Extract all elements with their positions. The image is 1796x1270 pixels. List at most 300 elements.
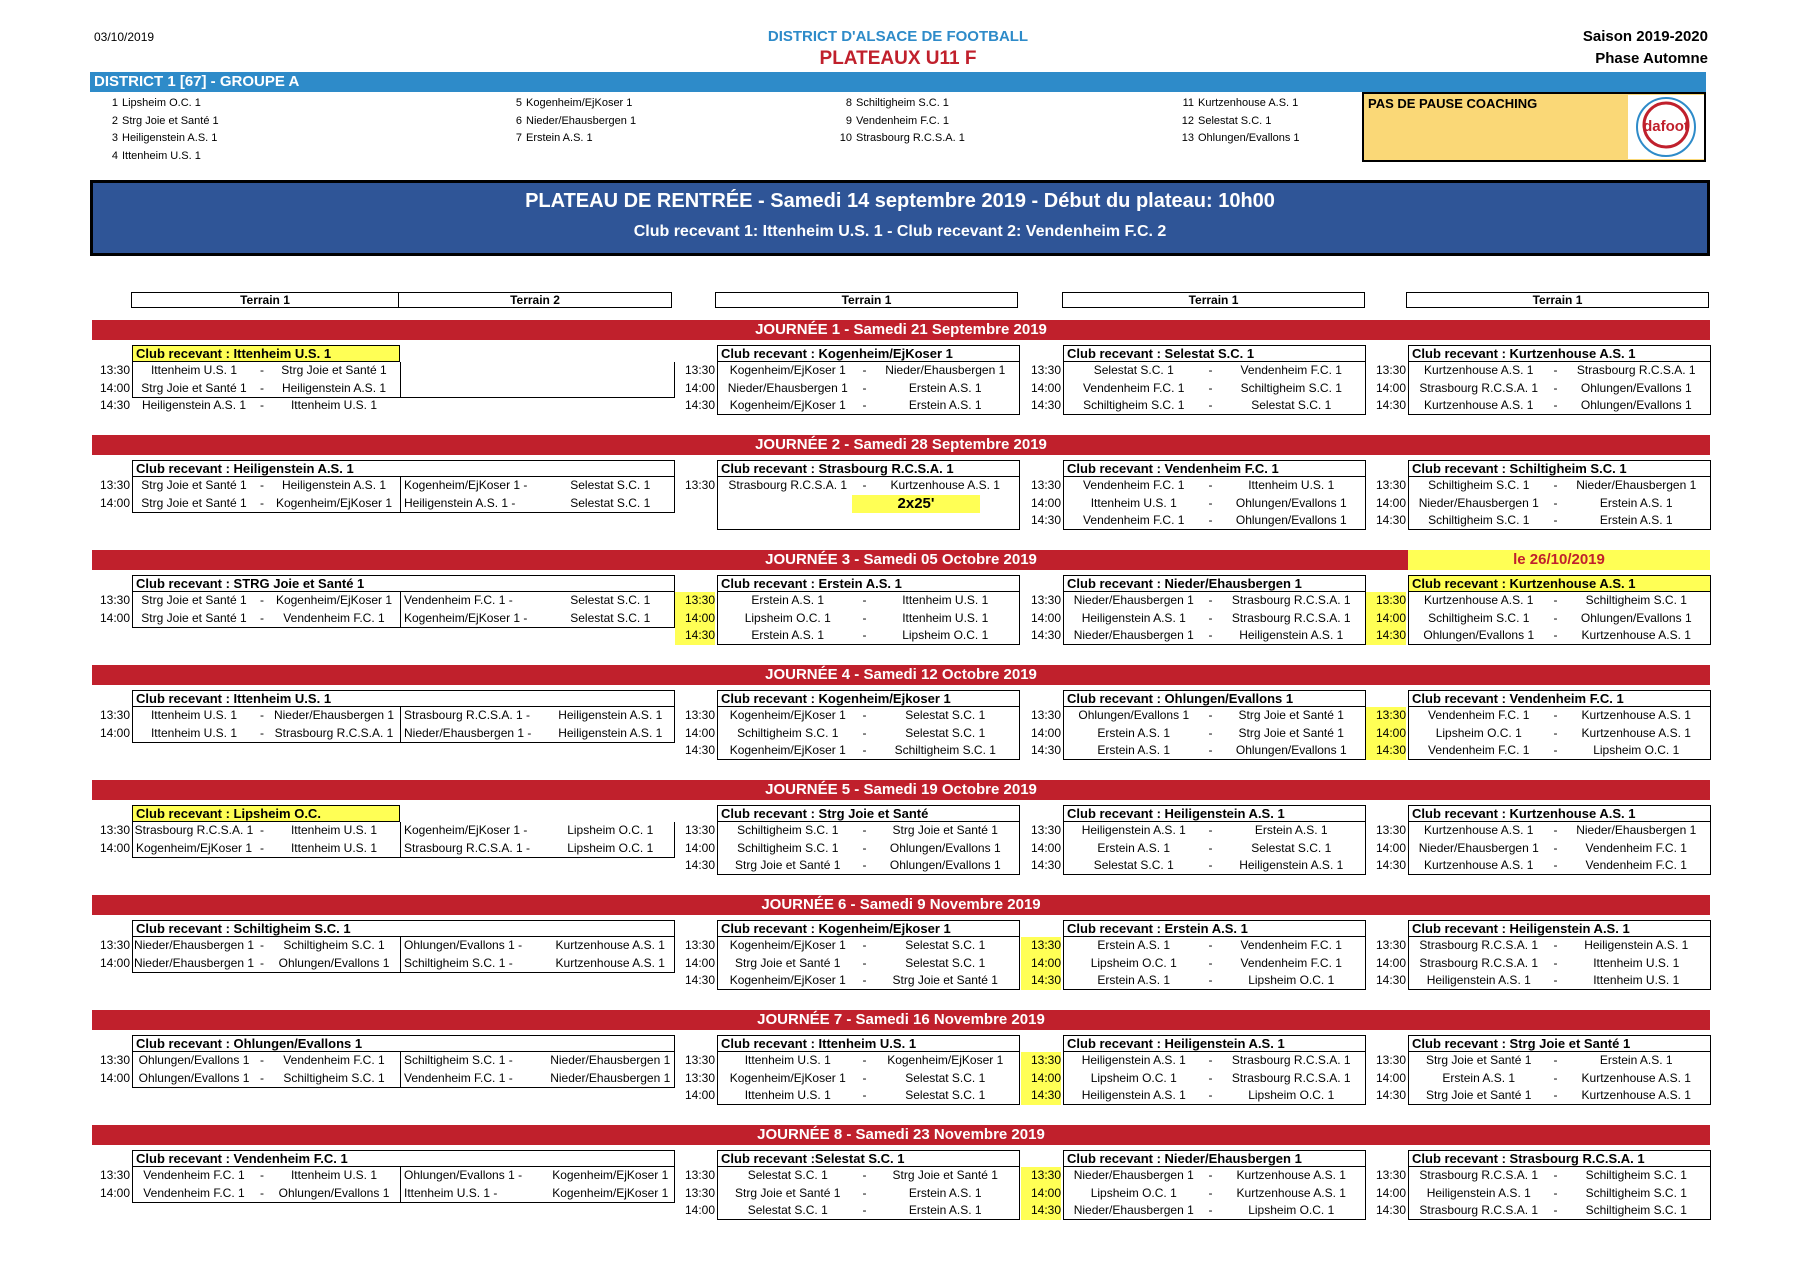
match-row (1408, 822, 1711, 840)
match-row (132, 477, 400, 495)
match-row (132, 1052, 400, 1070)
away-team: Strasbourg R.C.S.A. 1 (1576, 363, 1696, 377)
match-row (132, 1167, 400, 1185)
match-time: 14:30 (1021, 972, 1061, 990)
home-team: Schiltigheim S.C. 1 (737, 840, 839, 855)
club-recevant-header: Club recevant : Schiltigheim S.C. 1 (1408, 460, 1711, 477)
team-entry (1166, 113, 1300, 131)
match-dash: - (260, 495, 264, 510)
away-team: Selestat S.C. 1 (905, 955, 986, 970)
away-team: Kurtzenhouse A.S. 1 (890, 478, 1000, 492)
match-dash: - (862, 858, 867, 872)
home-team: Nieder/Ehausbergen 1 (1073, 1203, 1194, 1217)
away-team: Strasbourg R.C.S.A. 1 (274, 725, 394, 740)
match-row (1408, 1202, 1711, 1220)
match-row (1063, 592, 1366, 610)
match-time: 14:00 (684, 1203, 715, 1217)
home-team: Nieder/Ehausbergen 1 (133, 955, 255, 970)
match-row (1063, 937, 1366, 955)
match-duration-note: 2x25' (852, 495, 980, 513)
match-row (1408, 362, 1711, 380)
match-dash: - (1208, 398, 1213, 412)
match-dash: - (1208, 610, 1213, 625)
match-time: 13:30 (1366, 707, 1406, 725)
match-dash: - (1208, 858, 1213, 872)
match-row (717, 972, 1020, 990)
match-dash: - (862, 1185, 867, 1200)
team-name: Vendenheim F.C. 1 (856, 114, 949, 127)
match-time: 14:30 (1030, 628, 1061, 642)
away-team: Ittenheim U.S. 1 (290, 398, 378, 412)
home-team: Nieder/Ehausbergen 1 (1073, 593, 1194, 607)
away-team: Selestat S.C. 1 (570, 610, 651, 625)
match-time: 14:00 (1375, 840, 1406, 855)
journee-title-bar (92, 550, 1710, 570)
home-team: Ittenheim U.S. 1 (744, 1053, 831, 1067)
match-time: 14:00 (99, 1185, 130, 1200)
home-team: Lipsheim O.C. 1 (1435, 725, 1522, 740)
match-dash: - (1553, 938, 1558, 952)
home-team: Strasbourg R.C.S.A. 1 - (404, 840, 531, 855)
away-team: Vendenheim F.C. 1 (1585, 858, 1687, 872)
home-team: Erstein A.S. 1 (751, 628, 825, 642)
away-team: Nieder/Ehausbergen 1 (885, 363, 1006, 377)
home-team: Schiltigheim S.C. 1 (1083, 398, 1185, 412)
away-team: Ohlungen/Evallons 1 (1235, 513, 1347, 527)
match-dash: - (260, 380, 264, 395)
terrain-label: Terrain 2 (398, 292, 672, 308)
match-dash: - (260, 1185, 264, 1200)
home-team: Ittenheim U.S. 1 (150, 363, 238, 377)
team-entry (824, 95, 965, 113)
home-team: Schiltigheim S.C. 1 (1428, 610, 1530, 625)
match-row (1408, 937, 1711, 955)
match-time: 13:30 (1030, 708, 1061, 722)
club-recevant-header: Club recevant : Ohlungen/Evallons 1 (132, 1035, 675, 1052)
home-team: Kurtzenhouse A.S. 1 (1424, 363, 1534, 377)
away-team: Selestat S.C. 1 (1251, 398, 1332, 412)
away-team: Selestat S.C. 1 (905, 708, 986, 722)
home-team: Erstein A.S. 1 (751, 593, 825, 607)
away-team: Schiltigheim S.C. 1 (1240, 380, 1342, 395)
away-team: Strg Joie et Santé 1 (892, 823, 998, 837)
home-team: Ohlungen/Evallons 1 (138, 1053, 250, 1067)
match-dash: - (260, 1053, 264, 1067)
match-time: 13:30 (684, 1185, 715, 1200)
district-title: DISTRICT D'ALSACE DE FOOTBALL (767, 28, 1029, 45)
match-time: 13:30 (1021, 937, 1061, 955)
terrain-separator (400, 362, 401, 398)
match-row (1063, 397, 1366, 415)
away-team: Ittenheim U.S. 1 (1593, 955, 1680, 970)
club-recevant-header: Club recevant : Vendenheim F.C. 1 (1063, 460, 1366, 477)
team-entry (90, 148, 219, 166)
match-time: 13:30 (1030, 363, 1061, 377)
journee-title-bar (92, 665, 1710, 685)
home-team: Vendenheim F.C. 1 (1083, 380, 1185, 395)
home-team: Vendenheim F.C. 1 (143, 1185, 245, 1200)
away-team: Nieder/Ehausbergen 1 (273, 708, 395, 722)
team-number: 4 (111, 149, 118, 162)
away-team: Nieder/Ehausbergen 1 (1576, 823, 1697, 837)
match-dash: - (1553, 1185, 1558, 1200)
match-time: 14:00 (675, 610, 715, 628)
match-row (1408, 1185, 1711, 1203)
away-team: Ohlungen/Evallons 1 (278, 955, 390, 970)
home-team: Erstein A.S. 1 (1097, 743, 1171, 757)
team-name: Ohlungen/Evallons 1 (1198, 132, 1300, 144)
club-recevant-header: Club recevant : Kurtzenhouse A.S. 1 (1408, 575, 1711, 592)
match-row (1408, 1087, 1711, 1105)
home-team: Selestat S.C. 1 (747, 1168, 828, 1182)
club-recevant-header: Club recevant : Vendenheim F.C. 1 (1408, 690, 1711, 707)
home-team: Ohlungen/Evallons 1 (1423, 628, 1535, 642)
away-team: Kurtzenhouse A.S. 1 (1581, 628, 1691, 642)
away-team: Heiligenstein A.S. 1 (1239, 858, 1344, 872)
match-row (717, 1167, 1020, 1185)
match-time: 14:30 (684, 973, 715, 987)
match-row-terrain-2 (400, 822, 675, 840)
match-row (1063, 362, 1366, 380)
plateau-rentree-banner (90, 180, 1710, 256)
match-row (1408, 610, 1711, 628)
match-time: 14:30 (1375, 1203, 1406, 1217)
home-team: Heiligenstein A.S. 1 (1426, 1185, 1531, 1200)
home-team: Strasbourg R.C.S.A. 1 (1419, 380, 1539, 395)
away-team: Schiltigheim S.C. 1 (1585, 1203, 1687, 1217)
match-dash: - (260, 955, 264, 970)
match-row (1408, 397, 1711, 415)
away-team: Ittenheim U.S. 1 (1248, 478, 1335, 492)
journee-title-bar (92, 1010, 1710, 1030)
match-row (1408, 857, 1711, 875)
match-time: 13:30 (99, 478, 130, 492)
away-team: Strasbourg R.C.S.A. 1 (1231, 610, 1351, 625)
match-time: 14:00 (684, 725, 715, 740)
home-team: Strg Joie et Santé 1 (735, 858, 841, 872)
journee-alt-date: le 26/10/2019 (1408, 550, 1710, 570)
away-team: Schiltigheim S.C. 1 (1585, 593, 1687, 607)
match-time: 14:00 (684, 840, 715, 855)
club-recevant-header: Club recevant : Schiltigheim S.C. 1 (132, 920, 675, 937)
journee-title-bar (92, 780, 1710, 800)
away-team: Heiligenstein A.S. 1 (281, 380, 387, 395)
club-recevant-header: Club recevant : Erstein A.S. 1 (1063, 920, 1366, 937)
away-team: Kurtzenhouse A.S. 1 (1581, 725, 1691, 740)
match-row (132, 725, 400, 743)
team-col-1 (90, 95, 219, 165)
match-time: 13:30 (684, 1168, 715, 1182)
home-team: Kogenheim/EjKoser 1 (729, 398, 846, 412)
match-time: 13:30 (1366, 592, 1406, 610)
match-row (1063, 840, 1366, 858)
match-row (1063, 1070, 1366, 1088)
away-team: Selestat S.C. 1 (905, 1088, 986, 1102)
match-row (132, 610, 400, 628)
match-time: 13:30 (1030, 478, 1061, 492)
match-time: 14:00 (99, 955, 130, 970)
match-row (717, 397, 1020, 415)
home-team: Strasbourg R.C.S.A. 1 - (404, 708, 531, 722)
away-team: Schiltigheim S.C. 1 (283, 1070, 385, 1085)
match-row-terrain-2 (400, 495, 675, 513)
match-dash: - (260, 823, 264, 837)
match-dash: - (260, 398, 264, 412)
match-dash: - (260, 1070, 264, 1085)
match-dash: - (1208, 363, 1213, 377)
match-dash: - (1553, 628, 1558, 642)
journee-title: JOURNÉE 6 - Samedi 9 Novembre 2019 (761, 896, 1041, 913)
match-time: 14:00 (1030, 725, 1061, 740)
match-dash: - (862, 1168, 867, 1182)
club-recevant-header: Club recevant : Heiligenstein A.S. 1 (1408, 920, 1711, 937)
match-dash: - (1553, 513, 1558, 527)
match-time: 14:30 (99, 398, 130, 412)
home-team: Vendenheim F.C. 1 (1428, 708, 1530, 722)
match-time: 13:30 (99, 823, 130, 837)
away-team: Vendenheim F.C. 1 (1585, 840, 1687, 855)
match-row (1063, 1202, 1366, 1220)
team-number: 7 (515, 132, 522, 144)
match-dash: - (260, 363, 264, 377)
match-time: 14:00 (684, 380, 715, 395)
match-dash: - (1208, 1070, 1213, 1085)
match-time: 13:30 (99, 363, 130, 377)
home-team: Strg Joie et Santé 1 (1426, 1088, 1532, 1102)
away-team: Ittenheim U.S. 1 (290, 823, 378, 837)
terrain-label: Terrain 1 (1406, 292, 1709, 308)
home-team: Kurtzenhouse A.S. 1 (1424, 823, 1534, 837)
match-row (1408, 955, 1711, 973)
team-name: Nieder/Ehausbergen 1 (526, 114, 637, 127)
home-team: Strg Joie et Santé 1 (141, 593, 247, 607)
away-team: Ittenheim U.S. 1 (290, 840, 378, 855)
match-time: 13:30 (684, 478, 715, 492)
match-dash: - (1553, 1203, 1558, 1217)
match-dash: - (862, 823, 867, 837)
match-time: 14:00 (684, 1088, 715, 1102)
home-team: Vendenheim F.C. 1 (1428, 743, 1530, 757)
match-time: 14:00 (1375, 495, 1406, 510)
home-team: Strg Joie et Santé 1 (735, 955, 841, 970)
match-dash: - (1553, 1168, 1558, 1182)
match-dash: - (260, 593, 264, 607)
team-number: 11 (1182, 97, 1194, 109)
match-row (132, 1185, 400, 1203)
terrain-label: Terrain 1 (131, 292, 399, 308)
home-team: Schiltigheim S.C. 1 - (404, 955, 513, 970)
home-team: Kogenheim/EjKoser 1 - (404, 478, 528, 492)
team-entry (824, 130, 965, 148)
away-team: Schiltigheim S.C. 1 (894, 743, 996, 757)
home-team: Erstein A.S. 1 (1097, 973, 1171, 987)
match-dash: - (862, 628, 867, 642)
match-time: 13:30 (1030, 593, 1061, 607)
match-row (1063, 857, 1366, 875)
away-team: Kogenheim/EjKoser 1 (275, 495, 393, 510)
away-team: Lipsheim O.C. 1 (1248, 1203, 1335, 1217)
club-recevant-header: Club recevant : Heiligenstein A.S. 1 (1063, 805, 1366, 822)
away-team: Vendenheim F.C. 1 (1240, 363, 1342, 377)
home-team: Vendenheim F.C. 1 (1083, 513, 1185, 527)
away-team: Erstein A.S. 1 (1254, 823, 1328, 837)
home-team: Nieder/Ehausbergen 1 (1073, 1168, 1194, 1182)
home-team: Schiltigheim S.C. 1 (1428, 513, 1530, 527)
away-team: Lipsheim O.C. 1 (902, 628, 989, 642)
away-team: Erstein A.S. 1 (1599, 495, 1673, 510)
away-team: Strg Joie et Santé 1 (1238, 708, 1344, 722)
journee-title: JOURNÉE 5 - Samedi 19 Octobre 2019 (765, 781, 1037, 798)
home-team: Strg Joie et Santé 1 (141, 478, 247, 492)
match-row-terrain-2 (400, 937, 675, 955)
match-dash: - (862, 1070, 867, 1085)
match-row (717, 627, 1020, 645)
match-row (132, 822, 400, 840)
away-team: Selestat S.C. 1 (905, 938, 986, 952)
match-dash: - (1208, 1203, 1213, 1217)
away-team: Vendenheim F.C. 1 (1240, 938, 1342, 952)
group-title: DISTRICT 1 [67] - GROUPE A (90, 72, 1706, 92)
home-team: Erstein A.S. 1 (1097, 725, 1171, 740)
team-col-4 (1166, 95, 1300, 148)
match-dash: - (1553, 495, 1558, 510)
away-team: Erstein A.S. 1 (1599, 1053, 1673, 1067)
match-time: 14:00 (1030, 495, 1061, 510)
match-row-terrain-2 (400, 610, 675, 628)
match-row (1063, 1185, 1366, 1203)
match-row (1063, 1052, 1366, 1070)
home-team: Nieder/Ehausbergen 1 (133, 938, 255, 952)
home-team: Nieder/Ehausbergen 1 (1418, 840, 1539, 855)
club-recevant-header: Club recevant :Selestat S.C. 1 (717, 1150, 1020, 1167)
away-team: Heiligenstein A.S. 1 (1239, 628, 1344, 642)
match-dash: - (1208, 840, 1213, 855)
home-team: Kurtzenhouse A.S. 1 (1424, 593, 1534, 607)
match-time: 13:30 (1375, 1168, 1406, 1182)
match-row (132, 840, 400, 858)
home-team: Kogenheim/EjKoser 1 (729, 938, 846, 952)
match-row-terrain-2 (400, 707, 675, 725)
match-row (1408, 1167, 1711, 1185)
team-col-3 (824, 95, 965, 148)
match-dash: - (862, 593, 867, 607)
pause-label: PAS DE PAUSE COACHING (1368, 96, 1538, 111)
club-recevant-header: Club recevant : Kurtzenhouse A.S. 1 (1408, 345, 1711, 362)
district-logo (1628, 95, 1704, 159)
match-dash: - (862, 840, 867, 855)
club-recevant-header: Club recevant : Selestat S.C. 1 (1063, 345, 1366, 362)
home-team: Erstein A.S. 1 (1097, 840, 1171, 855)
club-recevant-header: Club recevant : Strg Joie et Santé (717, 805, 1020, 822)
team-name: Selestat S.C. 1 (1198, 114, 1272, 127)
club-recevant-header: Club recevant : Ohlungen/Evallons 1 (1063, 690, 1366, 707)
home-team: Nieder/Ehausbergen 1 (727, 380, 848, 395)
match-dash: - (1208, 495, 1213, 510)
team-number: 10 (839, 132, 852, 144)
team-number: 8 (845, 97, 852, 109)
team-entry (824, 113, 965, 131)
match-row (1408, 1070, 1711, 1088)
match-dash: - (862, 380, 867, 395)
match-time: 14:00 (1021, 1185, 1061, 1203)
home-team: Kogenheim/EjKoser 1 (729, 973, 846, 987)
away-team: Erstein A.S. 1 (908, 1185, 982, 1200)
away-team: Lipsheim O.C. 1 (567, 823, 654, 837)
match-row (717, 477, 1020, 495)
home-team: Selestat S.C. 1 (1093, 363, 1174, 377)
team-name: Strasbourg R.C.S.A. 1 (856, 132, 965, 144)
away-team: Kurtzenhouse A.S. 1 (555, 938, 665, 952)
home-team: Strasbourg R.C.S.A. 1 (1419, 1203, 1539, 1217)
away-team: Nieder/Ehausbergen 1 (550, 1070, 671, 1085)
match-dash: - (862, 398, 867, 412)
match-row (1063, 742, 1366, 760)
match-dash: - (1208, 1185, 1213, 1200)
match-row (1408, 972, 1711, 990)
match-dash: - (862, 973, 867, 987)
home-team: Erstein A.S. 1 (1442, 1070, 1516, 1085)
match-time: 13:30 (684, 1070, 715, 1085)
journee-title: JOURNÉE 1 - Samedi 21 Septembre 2019 (755, 321, 1047, 338)
away-team: Erstein A.S. 1 (1599, 513, 1673, 527)
away-team: Selestat S.C. 1 (905, 1070, 986, 1085)
match-row (132, 955, 400, 973)
home-team: Kogenheim/EjKoser 1 (135, 840, 253, 855)
away-team: Strasbourg R.C.S.A. 1 (1231, 1053, 1351, 1067)
away-team: Heiligenstein A.S. 1 (558, 725, 663, 740)
match-row (132, 707, 400, 725)
away-team: Erstein A.S. 1 (908, 380, 982, 395)
home-team: Selestat S.C. 1 (1093, 858, 1174, 872)
journee-title-bar (92, 1125, 1710, 1145)
match-row (717, 840, 1020, 858)
home-team: Lipsheim O.C. 1 (1090, 1070, 1177, 1085)
match-dash: - (1208, 955, 1213, 970)
home-team: Vendenheim F.C. 1 (143, 1168, 245, 1182)
club-recevant-header: Club recevant : Strg Joie et Santé 1 (1408, 1035, 1711, 1052)
away-team: Vendenheim F.C. 1 (283, 1053, 385, 1067)
team-name: Heiligenstein A.S. 1 (122, 132, 218, 144)
away-team: Kurtzenhouse A.S. 1 (1581, 1088, 1691, 1102)
team-name: Kurtzenhouse A.S. 1 (1198, 97, 1299, 109)
away-team: Schiltigheim S.C. 1 (1585, 1185, 1687, 1200)
match-time: 14:00 (99, 1070, 130, 1085)
home-team: Vendenheim F.C. 1 - (404, 593, 513, 607)
away-team: Strg Joie et Santé 1 (892, 973, 998, 987)
match-time: 14:30 (1030, 398, 1061, 412)
journee-title: JOURNÉE 2 - Samedi 28 Septembre 2019 (755, 436, 1047, 453)
away-team: Strasbourg R.C.S.A. 1 (1231, 593, 1351, 607)
match-time: 14:30 (684, 743, 715, 757)
match-time: 14:00 (1375, 955, 1406, 970)
match-dash: - (862, 1203, 867, 1217)
match-row (1408, 627, 1711, 645)
home-team: Heiligenstein A.S. 1 (1081, 1088, 1186, 1102)
match-dash: - (1553, 823, 1558, 837)
match-row (1063, 1167, 1366, 1185)
home-team: Strasbourg R.C.S.A. 1 (728, 478, 848, 492)
team-name: Schiltigheim S.C. 1 (856, 97, 949, 109)
match-row-terrain-2 (400, 477, 675, 495)
match-row (132, 592, 400, 610)
match-dash: - (1553, 725, 1558, 740)
match-time: 14:00 (1366, 610, 1406, 628)
match-row (1408, 477, 1711, 495)
team-entry (1166, 130, 1300, 148)
match-dash: - (1553, 1070, 1558, 1085)
match-row (132, 362, 400, 380)
match-dash: - (1208, 513, 1213, 527)
